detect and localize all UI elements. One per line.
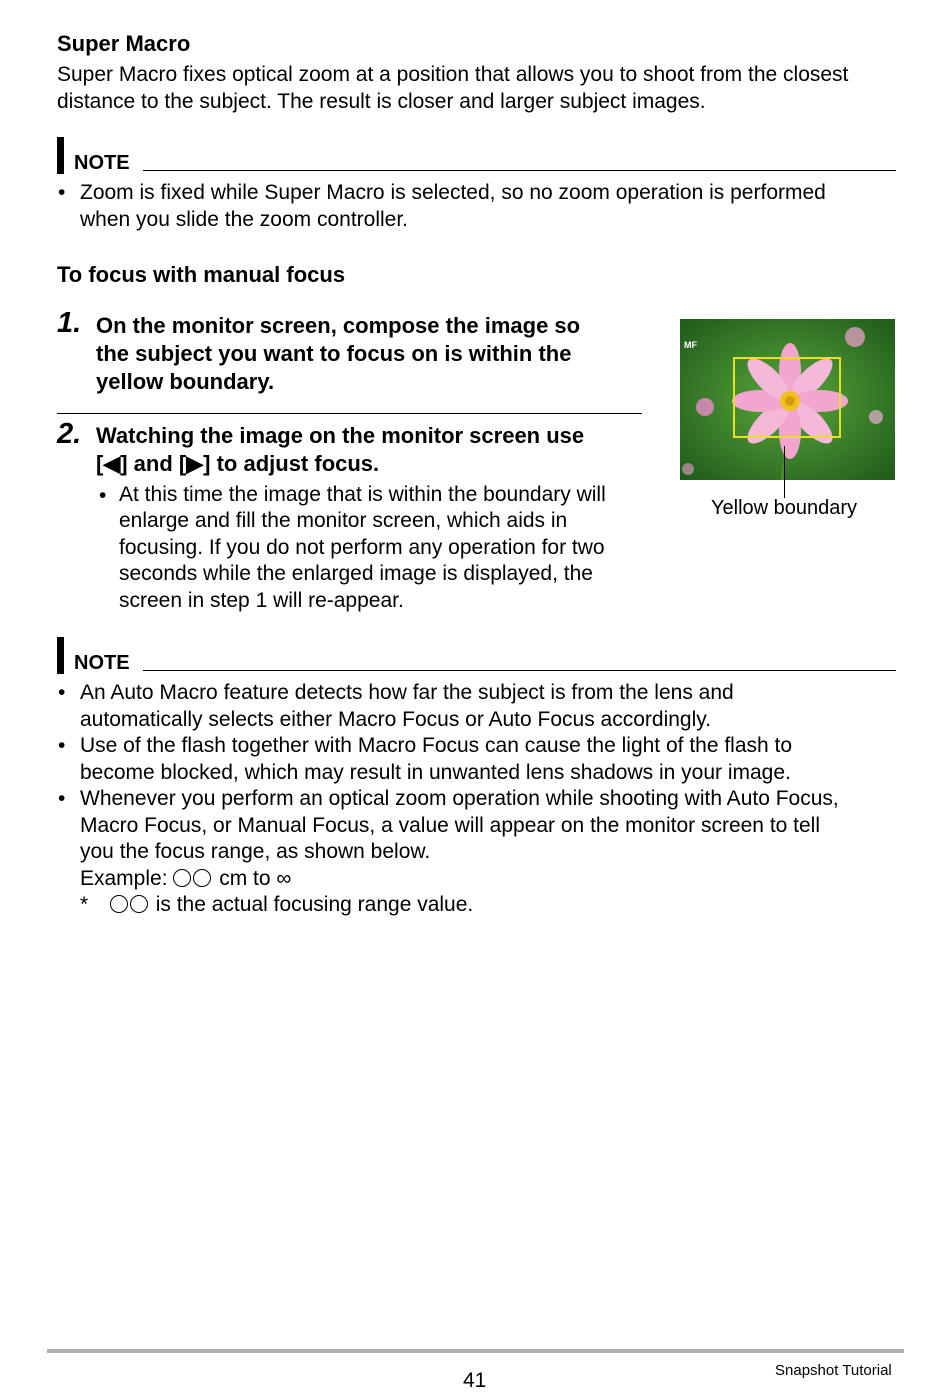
note2-b3-line-3: you the focus range, as shown below.: [80, 840, 431, 863]
circle-placeholder-icon: [193, 869, 211, 887]
note-bar-icon: [57, 137, 64, 174]
step-2-sub-4: seconds while the enlarged image is displayed, the: [119, 562, 593, 585]
bullet-icon: •: [58, 681, 66, 704]
super-macro-heading: Super Macro: [57, 31, 191, 56]
step-2-line-1: Watching the image on the monitor screen use: [96, 423, 585, 448]
flower-photo: [680, 319, 895, 480]
step-2-sub-5: screen in step 1 will re-appear.: [119, 589, 404, 612]
step-1-line-3: yellow boundary.: [96, 369, 275, 394]
section-name: Snapshot Tutorial: [775, 1362, 892, 1379]
step-1-line-2: the subject you want to focus on is within the: [96, 341, 572, 366]
monitor-screen-image: [680, 319, 895, 480]
note2-b3-line-1: Whenever you perform an optical zoom operation while shooting with Auto Focus,: [80, 787, 839, 810]
bullet-icon: •: [58, 734, 66, 757]
step-divider: [57, 413, 642, 414]
mf-indicator: MF: [684, 340, 697, 350]
circle-placeholder-icon: [130, 895, 148, 913]
footer-rule: [47, 1349, 904, 1353]
bullet-icon: •: [58, 787, 66, 810]
footnote-text: is the actual focusing range value.: [155, 893, 474, 916]
example-line: [80, 866, 291, 892]
note1-line-2: when you slide the zoom controller.: [80, 208, 409, 231]
note2-b2-line-1: Use of the flash together with Macro Focus can cause the light of the flash to: [80, 734, 793, 757]
bullet-icon: •: [58, 181, 66, 204]
circle-placeholder-icon: [110, 895, 128, 913]
step-2-sub-2: enlarge and fill the monitor screen, which aids in: [119, 509, 568, 532]
caption-leader-line: [784, 446, 785, 498]
manual-focus-heading: To focus with manual focus: [57, 262, 346, 287]
note2-b2-line-2: become blocked, which may result in unwanted lens shadows in your image.: [80, 760, 791, 784]
step-1-line-1: On the monitor screen, compose the image so: [96, 313, 581, 338]
note-label: NOTE: [74, 152, 130, 174]
infinity-symbol: ∞: [276, 867, 292, 890]
example-prefix: Example:: [80, 867, 168, 890]
step-2-bullet-icon: •: [99, 484, 107, 507]
step-2-number: 2.: [57, 418, 82, 450]
super-macro-line-2: distance to the subject. The result is closer and larger subject images.: [57, 90, 706, 113]
step-1-number: 1.: [57, 307, 82, 339]
note2-b1-line-1: An Auto Macro feature detects how far the subject is from the lens and: [80, 681, 734, 704]
note-divider: [143, 670, 896, 671]
note2-b3-line-2: Macro Focus, or Manual Focus, a value will appear on the monitor screen to tell: [80, 813, 821, 837]
super-macro-line-1: Super Macro fixes optical zoom at a position that allows you to shoot from the closest: [57, 63, 849, 86]
note-divider: [143, 170, 896, 171]
asterisk: *: [80, 893, 89, 916]
circle-placeholder-icon: [173, 869, 191, 887]
image-caption: Yellow boundary: [711, 497, 858, 519]
step-2-line-2: [◀] and [▶] to adjust focus.: [96, 451, 380, 476]
example-mid: cm to: [219, 867, 271, 890]
note1-line-1: Zoom is fixed while Super Macro is selected, so no zoom operation is performed: [80, 181, 826, 204]
step-2-sub-1: At this time the image that is within the boundary will: [119, 483, 606, 506]
footnote-line: [80, 892, 473, 918]
page-number: 41: [463, 1369, 487, 1392]
note2-b1-line-2: automatically selects either Macro Focus or Auto Focus accordingly.: [80, 707, 712, 731]
note-bar-icon: [57, 637, 64, 674]
step-2-sub-3: focusing. If you do not perform any operation for two: [119, 536, 605, 559]
note-label: NOTE: [74, 652, 130, 674]
